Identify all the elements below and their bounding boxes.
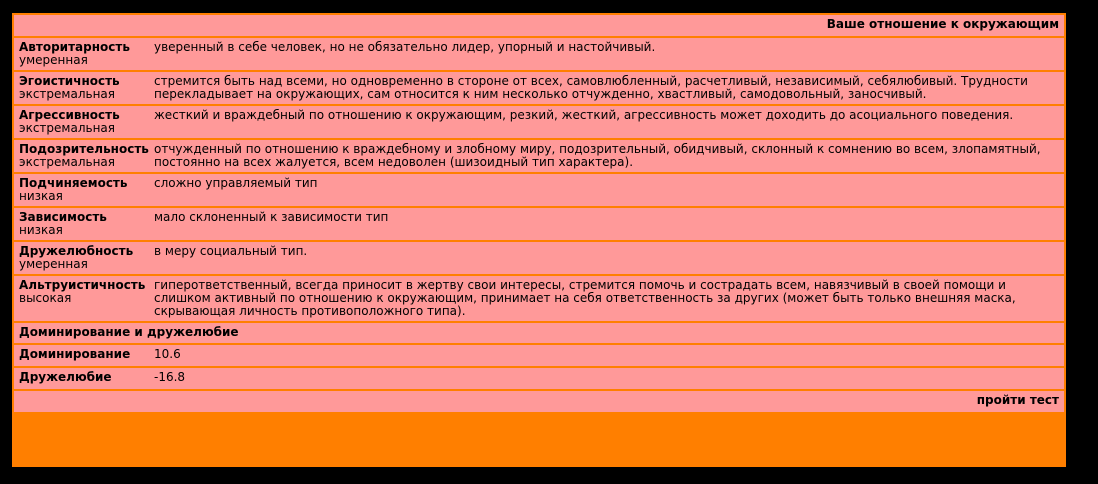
trait-name: Подчиняемость (19, 176, 128, 190)
trait-label-cell (14, 38, 149, 70)
trait-description: жесткий и враждебный по отношению к окружающим, резкий, жесткий, агрессивность может доходить до асоциального поведения. (149, 106, 1064, 138)
trait-row-authoritarian (14, 38, 1064, 70)
trait-description: уверенный в себе человек, но не обязательно лидер, упорный и настойчивый. (149, 38, 1064, 70)
trait-description: гиперответственный, всегда приносит в жертву свои интересы, стремится помочь и сострадать всем, навязчивый в своей помощи и слишком активный по отношению к окружающим, принимает на себя ответственность за других (может быть только внешняя маска, скрывающая личность противоположного типа). (149, 276, 1064, 321)
trait-row-aggression (14, 106, 1064, 138)
trait-level: низкая (19, 223, 63, 237)
trait-name: Зависимость (19, 210, 107, 224)
trait-row-suspicion (14, 140, 1064, 172)
trait-label-cell (14, 72, 149, 104)
trait-level: умеренная (19, 257, 88, 271)
score-row-dominance (14, 345, 1064, 366)
footer-row (14, 391, 1064, 412)
trait-label-cell (14, 208, 149, 240)
score-value: 10.6 (149, 345, 1064, 366)
trait-description: стремится быть над всеми, но одновременно в стороне от всех, самовлюбленный, расчетливый, независимый, себялюбивый. Трудности перекладывает на окружающих, сам относится к ним несколько отчужденно, хвастливый, самодовольный, заносчивый. (149, 72, 1064, 104)
trait-level: экстремальная (19, 121, 115, 135)
trait-label-cell (14, 140, 149, 172)
trait-name: Подозрительность (19, 142, 149, 156)
footer-cell (14, 391, 1064, 412)
score-name: Дружелюбие (14, 368, 149, 389)
results-table (14, 13, 1064, 414)
trait-description: в меру социальный тип. (149, 242, 1064, 274)
header-row (14, 15, 1064, 36)
section-header-row (14, 323, 1064, 343)
trait-description: мало склоненный к зависимости тип (149, 208, 1064, 240)
trait-name: Авторитарность (19, 40, 130, 54)
panel-title: Ваше отношение к окружающим (14, 15, 1064, 36)
score-name: Доминирование (14, 345, 149, 366)
take-test-link[interactable]: пройти тест (976, 393, 1059, 407)
trait-row-egoism (14, 72, 1064, 104)
trait-label-cell (14, 242, 149, 274)
trait-row-submissiveness (14, 174, 1064, 206)
trait-label-cell (14, 174, 149, 206)
trait-row-dependence (14, 208, 1064, 240)
trait-level: низкая (19, 189, 63, 203)
section-title: Доминирование и дружелюбие (14, 323, 1064, 343)
score-row-friendliness (14, 368, 1064, 389)
trait-label-cell (14, 106, 149, 138)
trait-level: высокая (19, 291, 72, 305)
trait-description: отчужденный по отношению к враждебному и злобному миру, подозрительный, обидчивый, склонный к сомнению во всем, злопамятный, постоянно на всех жалуется, всем недоволен (шизоидный тип характера). (149, 140, 1064, 172)
trait-level: экстремальная (19, 155, 115, 169)
trait-row-altruism (14, 276, 1064, 321)
trait-name: Альтруистичность (19, 278, 146, 292)
trait-name: Эгоистичность (19, 74, 120, 88)
trait-label-cell (14, 276, 149, 321)
score-value: -16.8 (149, 368, 1064, 389)
trait-level: экстремальная (19, 87, 115, 101)
trait-row-friendliness (14, 242, 1064, 274)
trait-level: умеренная (19, 53, 88, 67)
trait-name: Агрессивность (19, 108, 120, 122)
results-panel (12, 13, 1066, 467)
trait-description: сложно управляемый тип (149, 174, 1064, 206)
trait-name: Дружелюбность (19, 244, 134, 258)
